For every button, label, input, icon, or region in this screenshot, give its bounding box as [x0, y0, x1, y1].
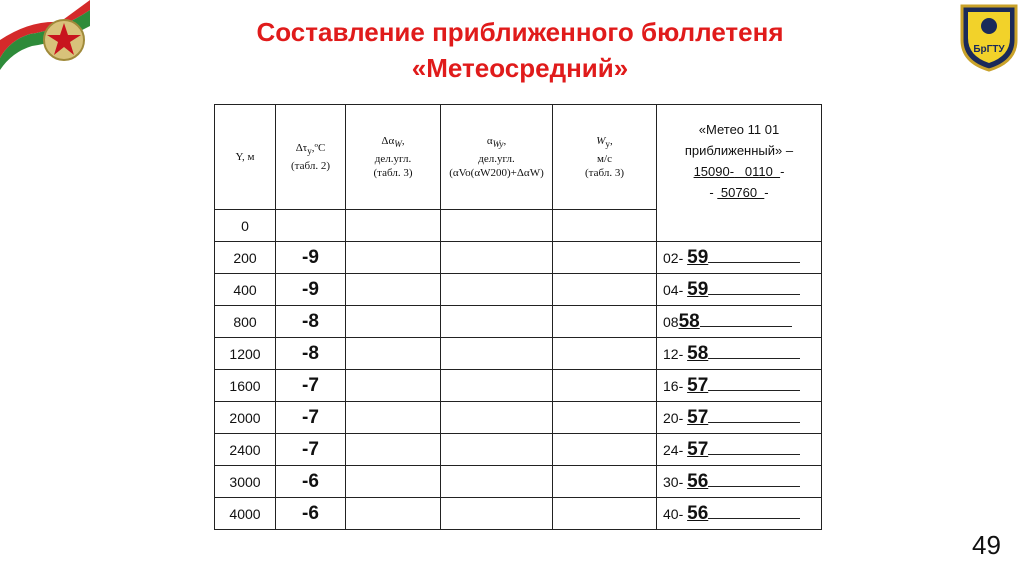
cell-temp-deviation: -9 — [276, 242, 346, 274]
cell-temp-deviation: -9 — [276, 274, 346, 306]
cell-temp-deviation: -6 — [276, 498, 346, 530]
cell-empty — [553, 370, 657, 402]
cell-temp-deviation: -8 — [276, 338, 346, 370]
header-wind-speed: $W_y$, м/с (табл. 3) — [553, 105, 657, 210]
cell-empty — [441, 466, 553, 498]
bulletin-value: 58 — [678, 310, 700, 332]
cell-height: 2000 — [215, 402, 276, 434]
table-row — [215, 242, 822, 274]
bulletin-value: 57 — [687, 438, 709, 460]
fill-line — [700, 325, 792, 327]
fill-line — [708, 389, 800, 391]
bulletin-prefix: 40- — [663, 505, 688, 522]
fill-line — [708, 485, 800, 487]
cell-empty — [441, 306, 553, 338]
header-wind-direction-deviation: $\Delta\alpha_W$, дел.угл. (табл. 3) — [346, 105, 441, 210]
header-bulletin: «Метео 11 01 приближенный» – 15090- 0110 - - 50760 - — [657, 105, 822, 242]
cell-height: 4000 — [215, 498, 276, 530]
slide-number: 49 — [972, 530, 1001, 560]
cell-empty — [441, 498, 553, 530]
cell-empty — [346, 402, 441, 434]
bulletin-prefix: 20- — [663, 409, 688, 426]
bulletin-prefix: 08 — [663, 313, 679, 330]
cell-temp-deviation: -7 — [276, 434, 346, 466]
cell-height: 0 — [215, 210, 276, 242]
bulletin-value: 59 — [687, 246, 709, 268]
fill-line — [708, 293, 800, 295]
cell-empty — [346, 370, 441, 402]
logo-text: БрГТУ — [973, 44, 1005, 55]
cell-empty — [346, 338, 441, 370]
cell-empty — [346, 434, 441, 466]
cell-empty — [441, 274, 553, 306]
fill-line — [708, 453, 800, 455]
cell-empty — [441, 242, 553, 274]
bulletin-prefix: 02- — [663, 249, 688, 266]
cell-empty — [553, 306, 657, 338]
cell-height: 2400 — [215, 434, 276, 466]
bulletin-prefix: 16- — [663, 377, 688, 394]
cell-empty — [553, 338, 657, 370]
fill-line — [708, 357, 800, 359]
cell-empty — [553, 498, 657, 530]
cell-empty — [553, 466, 657, 498]
bulletin-value: 58 — [687, 342, 709, 364]
cell-empty — [441, 434, 553, 466]
cell-height: 400 — [215, 274, 276, 306]
title-line-1: Составление приближенного бюллетеня — [256, 17, 784, 47]
cell-temp-deviation: -6 — [276, 466, 346, 498]
cell-temp-deviation: -7 — [276, 402, 346, 434]
cell-height: 200 — [215, 242, 276, 274]
cell-height: 1200 — [215, 338, 276, 370]
bulletin-value: 56 — [687, 502, 709, 524]
bulletin-prefix: 24- — [663, 441, 688, 458]
bulletin-value: 57 — [687, 374, 709, 396]
cell-bulletin-entry — [657, 306, 822, 338]
fill-line — [708, 517, 800, 519]
cell-empty — [276, 210, 346, 242]
cell-empty — [441, 370, 553, 402]
bulletin-value: 57 — [687, 406, 709, 428]
page-title — [150, 14, 890, 86]
cell-bulletin-entry — [657, 274, 822, 306]
cell-height: 1600 — [215, 370, 276, 402]
table-row — [215, 402, 822, 434]
cell-bulletin-entry — [657, 402, 822, 434]
cell-empty — [441, 402, 553, 434]
cell-empty — [441, 210, 553, 242]
bulletin-prefix: 04- — [663, 281, 688, 298]
table-row — [215, 498, 822, 530]
table-row — [215, 338, 822, 370]
header-wind-direction: $\alpha_{Wy}$, дел.угл. (αVo(αW200)+ΔαW) — [441, 105, 553, 210]
bulletin-value: 56 — [687, 470, 709, 492]
cell-empty — [553, 402, 657, 434]
cell-empty — [346, 306, 441, 338]
cell-empty — [346, 498, 441, 530]
header-row — [215, 105, 822, 210]
cell-height: 3000 — [215, 466, 276, 498]
flag-star-emblem — [0, 0, 90, 70]
table-row — [215, 434, 822, 466]
table-row — [215, 370, 822, 402]
cell-empty — [441, 338, 553, 370]
cell-empty — [346, 466, 441, 498]
table-row — [215, 306, 822, 338]
university-logo-icon — [958, 0, 1020, 72]
cell-temp-deviation: -8 — [276, 306, 346, 338]
cell-empty — [346, 210, 441, 242]
cell-bulletin-entry — [657, 242, 822, 274]
header-temp-deviation: $\Delta\tau_y,ºС$ (табл. 2) — [276, 105, 346, 210]
title-line-2: «Метеосредний» — [411, 53, 629, 83]
bulletin-prefix: 30- — [663, 473, 688, 490]
cell-empty — [553, 274, 657, 306]
header-height: Y, м — [215, 105, 276, 210]
cell-bulletin-entry — [657, 434, 822, 466]
fill-line — [708, 421, 800, 423]
cell-temp-deviation: -7 — [276, 370, 346, 402]
cell-empty — [553, 242, 657, 274]
cell-height: 800 — [215, 306, 276, 338]
meteo-table — [214, 104, 822, 530]
table-row — [215, 274, 822, 306]
cell-bulletin-entry — [657, 498, 822, 530]
cell-empty — [346, 242, 441, 274]
bulletin-value: 59 — [687, 278, 709, 300]
cell-bulletin-entry — [657, 466, 822, 498]
table-row — [215, 466, 822, 498]
bulletin-prefix: 12- — [663, 345, 688, 362]
cell-empty — [553, 434, 657, 466]
cell-bulletin-entry — [657, 370, 822, 402]
cell-empty — [553, 210, 657, 242]
fill-line — [708, 261, 800, 263]
cell-bulletin-entry — [657, 338, 822, 370]
cell-empty — [346, 274, 441, 306]
